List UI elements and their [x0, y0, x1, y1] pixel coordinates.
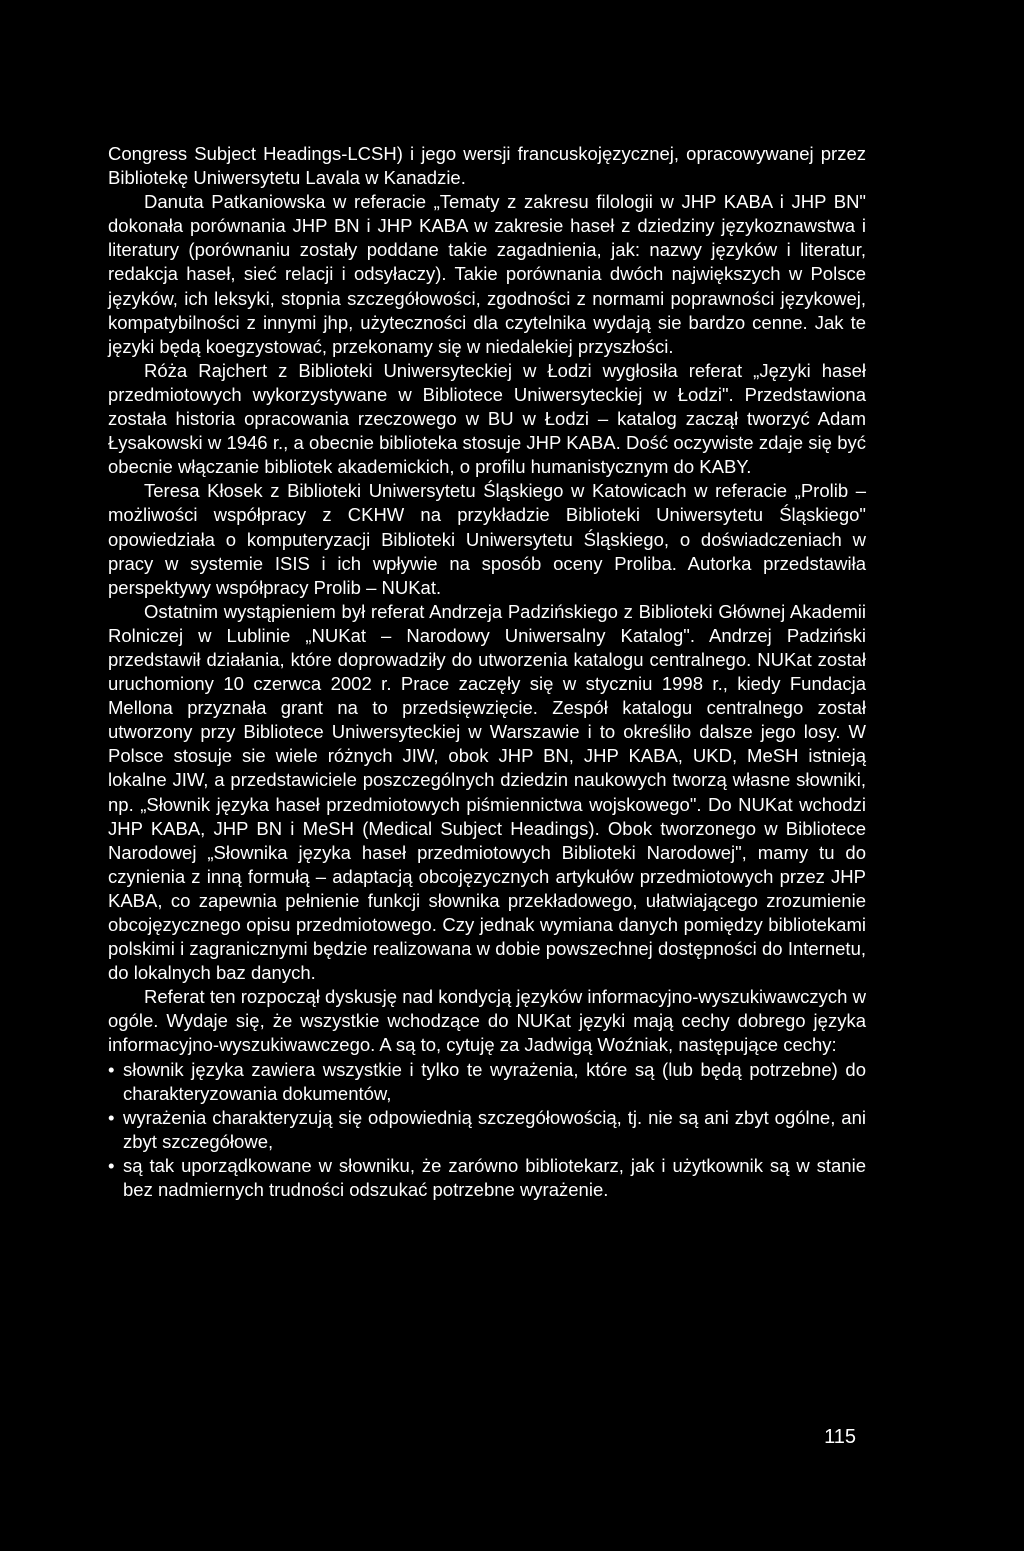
paragraph-1: Congress Subject Headings-LCSH) i jego wersji francuskojęzycznej, opracowywanej przez Bibliotekę Uniwersytetu Lavala w Kanadzie.: [108, 143, 866, 189]
list-item: [108, 1154, 866, 1202]
list-item-text: są tak uporządkowane w słowniku, że zarówno bibliotekarz, jak i użytkownik są w stanie bez nadmiernych trudności odszukać potrzebne wyrażenie.: [123, 1154, 866, 1201]
list-item-text: wyrażenia charakteryzują się odpowiednią szczegółowością, tj. nie są ani zbyt ogólne, ani zbyt szczegółowe,: [123, 1106, 866, 1152]
list-item: [108, 1058, 866, 1106]
list-item-text: słownik języka zawiera wszystkie i tylko te wyrażenia, które są (lub będą potrzebne) do charakteryzowania dokumentów,: [123, 1058, 866, 1104]
paragraph-4: Teresa Kłosek z Biblioteki Uniwersytetu Śląskiego w Katowicach w referacie „Prolib – możliwości współpracy z CKHW na przykładzie Biblioteki Uniwersytetu Śląskiego" opowiedziała o komputeryzacji Biblioteki Uniwersytetu Śląskiego, o doświadczeniach w pracy w systemie ISIS i ich wpływie na sposób oceny Proliba. Autorka przedstawiła perspektywy współpracy Prolib – NUKat.: [108, 480, 866, 598]
paragraph-5: Ostatnim wystąpieniem był referat Andrzeja Padzińskiego z Biblioteki Głównej Akademii Rolniczej w Lublinie „NUKat – Narodowy Uniwersalny Katalog". Andrzej Padziński przedstawił działania, które doprowadziły do utworzenia katalogu centralnego. NUKat został uruchomiony 10 czerwca 2002 r. Prace zaczęły się w styczniu 1998 r., kiedy Fundacja Mellona przyznała grant na to przedsięwzięcie. Zespół katalogu centralnego został utworzony przy Bibliotece Uniwersyteckiej w Warszawie i to określiło dalsze jego losy. W Polsce stosuje sie wiele różnych JIW, obok JHP BN, JHP KABA, UKD, MeSH istnieją lokalne JIW, a przedstawiciele poszczególnych dziedzin naukowych tworzą własne słowniki, np. „Słownik języka haseł przedmiotowych piśmiennictwa wojskowego". Do NUKat wchodzi JHP KABA, JHP BN i MeSH (Medical Subject Headings). Obok tworzonego w Bibliotece Narodowej „Słownika języka haseł przedmiotowych Biblioteki Narodowej", mamy tu do czynienia z inną formułą – adaptacją obcojęzycznych artykułów przedmiotowych przez JHP KABA, co zapewnia pełnienie funkcji słownika przekładowego, ułatwiającego zrozumienie obcojęzycznego opisu przedmiotowego. Czy jednak wymiana danych pomiędzy bibliotekami polskimi i zagranicznymi będzie realizowana w dobie powszechnej dostępności do Internetu, do lokalnych baz danych.: [108, 600, 866, 984]
paragraph-6: Referat ten rozpoczął dyskusję nad kondycją języków informacyjno-wyszukiwawczych w ogóle. Wydaje się, że wszystkie wchodzące do NUKat języki mają cechy dobrego języka informacyjno-wyszukiwawczego. A są to, cytuję za Jadwigą Woźniak, następujące cechy:: [108, 986, 866, 1056]
paragraph-3: Róża Rajchert z Biblioteki Uniwersyteckiej w Łodzi wygłosiła referat „Języki haseł przedmiotowych wykorzystywane w Bibliotece Uniwersyteckiej w Łodzi". Przedstawiona została historia opracowania rzeczowego w BU w Łodzi – katalog zaczął tworzyć Adam Łysakowski w 1946 r., a obecnie biblioteka stosuje JHP KABA. Dość oczywiste zdaje się być obecnie włączanie bibliotek akademickich, o profilu humanistycznym do KABY.: [108, 359, 866, 478]
bullet-icon: •: [108, 1058, 115, 1080]
bullet-list: [108, 1058, 866, 1203]
list-item: [108, 1106, 866, 1154]
bullet-icon: •: [108, 1154, 115, 1176]
bullet-icon: •: [108, 1106, 115, 1128]
paragraph-2: Danuta Patkaniowska w referacie „Tematy z zakresu filologii w JHP KABA i JHP BN" dokonała porównania JHP BN i JHP KABA w zakresie haseł z dziedziny językoznawstwa i literatury (porównaniu zostały poddane takie zagadnienia, jak: nazwy języków i literatur, redakcja haseł, sieć relacji i odsyłaczy). Takie porównania dwóch największych w Polsce języków, ich leksyki, stopnia szczegółowości, zgodności z normami poprawności językowej, kompatybilności z innymi jhp, użyteczności dla czytelnika wydają sie bardzo cenne. Jak te języki będą koegzystować, przekonamy się w niedalekiej przyszłości.: [108, 191, 866, 357]
page-number: 115: [824, 1426, 856, 1448]
page-body: [108, 142, 866, 1202]
